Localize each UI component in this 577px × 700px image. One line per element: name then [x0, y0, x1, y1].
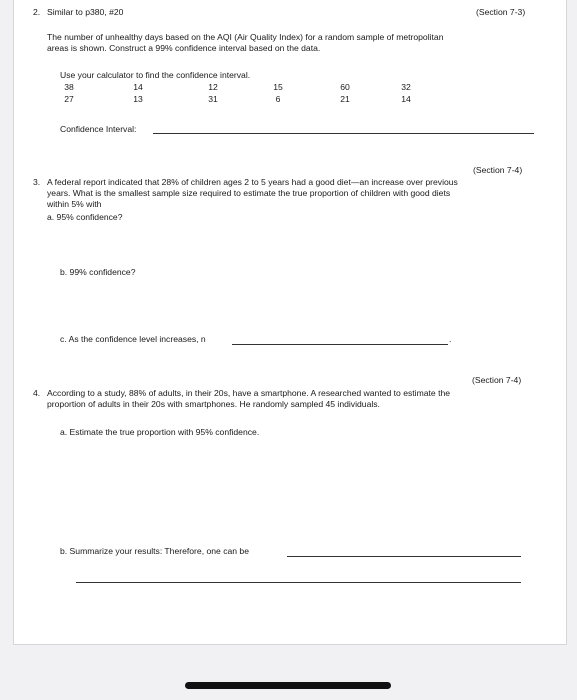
q2-section: (Section 7-3)	[476, 7, 526, 17]
q4-b-answer-line-2[interactable]	[76, 582, 521, 583]
q3-line1: A federal report indicated that 28% of children ages 2 to 5 years had a good diet—an increase over previous	[47, 177, 458, 187]
q3-c-period: .	[449, 334, 452, 344]
data-cell: 14	[401, 94, 411, 104]
data-cell: 31	[208, 94, 218, 104]
home-indicator[interactable]	[185, 682, 391, 689]
q4-b-answer-line-1[interactable]	[287, 556, 521, 557]
q3-c-answer-line[interactable]	[232, 344, 448, 345]
q4-part-b: b. Summarize your results: Therefore, one can be	[60, 546, 249, 556]
q2-prompt-line1: The number of unhealthy days based on the AQI (Air Quality Index) for a random sample of metropolitan	[47, 32, 444, 42]
q4-line1: According to a study, 88% of adults, in their 20s, have a smartphone. A researched wanted to estimate the	[47, 388, 451, 398]
data-cell: 13	[133, 94, 143, 104]
q3-part-b: b. 99% confidence?	[60, 267, 136, 277]
data-cell: 6	[275, 94, 281, 104]
q3-part-a: a. 95% confidence?	[47, 212, 123, 222]
q2-instruction: Use your calculator to find the confidence interval.	[60, 70, 251, 80]
q3-line3: within 5% with	[47, 199, 102, 209]
q3-line2: years. What is the smallest sample size required to estimate the true proportion of children with good diets	[47, 188, 451, 198]
q4-line2: proportion of adults in their 20s with smartphones. He randomly sampled 45 individuals.	[47, 399, 380, 409]
q2-answer-line[interactable]	[153, 133, 534, 134]
data-cell: 15	[273, 82, 283, 92]
data-cell: 27	[64, 94, 74, 104]
q3-part-c: c. As the confidence level increases, n	[60, 334, 206, 344]
data-cell: 38	[64, 82, 74, 92]
data-cell: 12	[208, 82, 218, 92]
q4-section: (Section 7-4)	[472, 375, 522, 385]
q2-title: Similar to p380, #20	[47, 7, 124, 17]
q2-prompt-line2: areas is shown. Construct a 99% confidence interval based on the data.	[47, 43, 321, 53]
q2-number: 2.	[33, 7, 41, 17]
q4-part-a: a. Estimate the true proportion with 95% confidence.	[60, 427, 260, 437]
data-cell: 14	[133, 82, 143, 92]
data-cell: 60	[340, 82, 350, 92]
q4-number: 4.	[33, 388, 41, 398]
data-cell: 32	[401, 82, 411, 92]
worksheet-page	[13, 0, 567, 645]
q3-section: (Section 7-4)	[473, 165, 523, 175]
q3-number: 3.	[33, 177, 41, 187]
q2-ci-label: Confidence Interval:	[60, 124, 137, 134]
data-cell: 21	[340, 94, 350, 104]
